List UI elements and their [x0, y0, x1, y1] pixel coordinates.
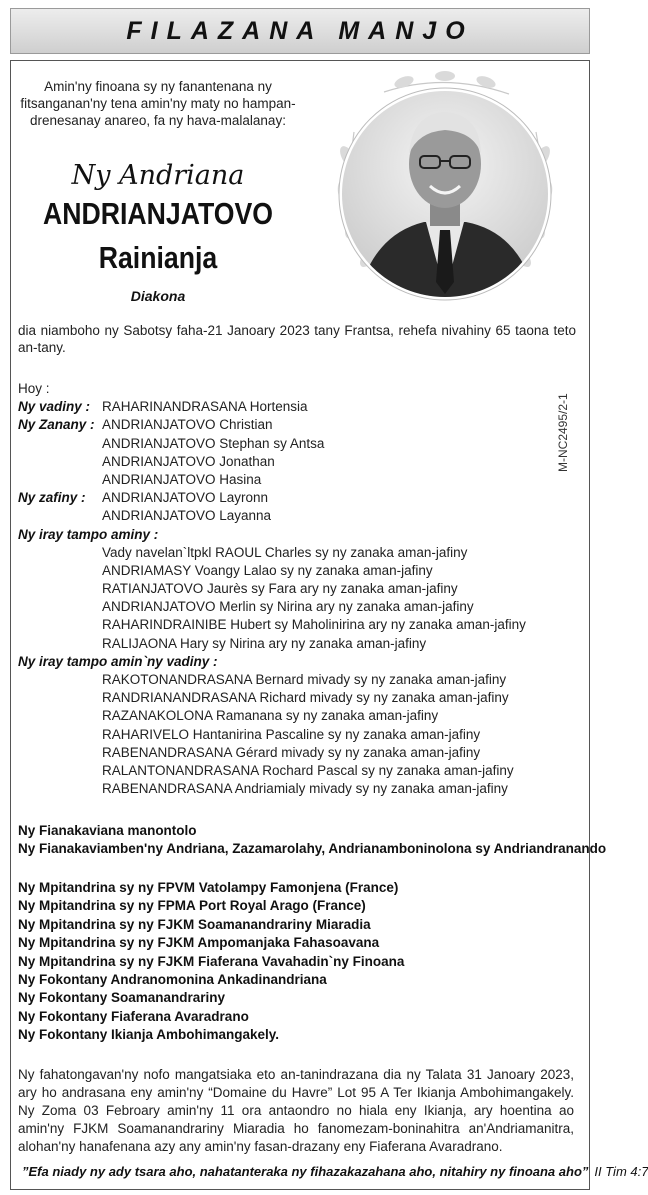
sibling-name: ANDRIAMASY Voangy Lalao sy ny zanaka aman-jafiny: [102, 562, 433, 578]
list-item: [18, 762, 558, 780]
quote-text: ”Efa niady ny ady tsara aho, nahatanteraka ny fihazakazahana aho, nitahiry ny finoana aho”: [22, 1164, 589, 1179]
bible-quote: [22, 1164, 648, 1179]
family-label-grandchildren: Ny zafiny :: [18, 490, 86, 506]
list-item: [18, 689, 558, 707]
sibling-name: RATIANJATOVO Jaurès sy Fara ary ny zanaka aman-jafiny: [102, 581, 458, 597]
portrait-image: [314, 62, 576, 320]
list-item: [18, 726, 558, 744]
family-label-children: Ny Zanany :: [18, 417, 95, 433]
quote-reference: II Tim 4:7: [594, 1164, 648, 1179]
portrait-photo: [314, 62, 576, 320]
list-item: [18, 580, 558, 598]
list-item: [18, 635, 558, 653]
spouse-sibling-name: RALANTONANDRASANA Rochard Pascal sy ny zanaka aman-jafiny: [102, 762, 514, 778]
list-item: Ny Fokontany Fiaferana Avaradrano: [18, 1008, 249, 1024]
list-item: [18, 489, 558, 507]
family-list: [18, 380, 558, 798]
list-item: [18, 598, 558, 616]
intro-text: Amin'ny finoana sy ny fanantenana ny fitsanganan'ny tena amin'ny maty no hampan-drenesanay anareo, fa ny hava-malalanay:: [20, 79, 296, 128]
spouse-sibling-name: RAHARIVELO Hantanirina Pascaline sy ny zanaka aman-jafiny: [102, 726, 481, 742]
deceased-honorific: Ny Andriana: [71, 160, 245, 191]
list-item: [18, 707, 558, 725]
deceased-role: Diakona: [130, 288, 186, 304]
list-item: [18, 471, 558, 489]
list-item: Ny Mpitandrina sy ny FJKM Fiaferana Vavahadin`ny Finoana: [18, 953, 405, 969]
list-item: Ny Mpitandrina sy ny FJKM Soamanandrariny Miaradia: [18, 916, 371, 932]
list-item: [18, 435, 558, 453]
family-name: ANDRIANJATOVO Layronn: [102, 490, 269, 506]
list-item: Ny Fokontany Andranomonina Ankadinandriana: [18, 971, 327, 987]
sibling-name: RAHARINDRAINIBE Hubert sy Maholinirina ary ny zanaka aman-jafiny: [102, 617, 526, 633]
list-item: Ny Mpitandrina sy ny FPVM Vatolampy Famonjena (France): [18, 880, 399, 895]
list-item: [18, 398, 558, 416]
spouse-sibling-name: RANDRIANANDRASANA Richard mivady sy ny zanaka aman-jafiny: [102, 690, 509, 706]
list-item: Ny Mpitandrina sy ny FJKM Ampomanjaka Fahasoavana: [18, 935, 380, 951]
deceased-firstname: Rainianja: [98, 240, 218, 275]
family-label-siblings: Ny iray tampo aminy :: [18, 526, 159, 542]
list-item: [18, 507, 558, 525]
list-item: [18, 562, 558, 580]
list-item: Ny Fokontany Soamanandrariny: [18, 990, 226, 1006]
list-item: [18, 416, 558, 434]
list-item: [18, 653, 558, 671]
spouse-sibling-name: RAZANAKOLONA Ramanana sy ny zanaka aman-jafiny: [102, 708, 439, 724]
sibling-name: RALIJAONA Hary sy Nirina ary ny zanaka aman-jafiny: [102, 635, 427, 651]
spouse-sibling-name: RAKOTONANDRASANA Bernard mivady sy ny zanaka aman-jafiny: [102, 672, 507, 687]
list-item: [18, 544, 558, 562]
sibling-name: ANDRIANJATOVO Merlin sy Nirina ary ny zanaka aman-jafiny: [102, 599, 474, 615]
sibling-name: Vady navelan`ltpkl RAOUL Charles sy ny zanaka aman-jafiny: [102, 544, 468, 560]
death-notice: dia niamboho ny Sabotsy faha-21 Janoary 2023 tany Frantsa, rehefa nivahiny 65 taona teto an-tany.: [18, 323, 576, 355]
family-name: ANDRIANJATOVO Christian: [102, 417, 273, 433]
funeral-notice: Ny fahatongavan'ny nofo mangatsiaka eto an-tanindrazana dia ny Talata 31 Janoary 2023, ary ho andrasana eny amin'ny “Domaine du Havre” Lot 95 A Ter Ikianja Ambohimangakely. Ny Zoma 03 Febroary amin'ny 11 ora antaondro no hiala eny Ikianja, ary hoentina ao amin'ny FJKM Soamanandrariny Miaradia ho fanomezam-boninahitra an'Andriamanitra, alohan'ny hanafenana azy any amin'ny fasan-drazany eny Fiaferana Avaradrano.: [18, 1067, 574, 1154]
deceased-surname: ANDRIANJATOVO: [42, 196, 274, 231]
list-item: [18, 780, 558, 798]
list-item: [18, 744, 558, 762]
list-item: Ny Fianakaviamben'ny Andriana, Zazamarolahy, Andrianamboninolona sy Andriandranando: [18, 841, 607, 857]
family-name: ANDRIANJATOVO Layanna: [102, 508, 272, 524]
family-name: ANDRIANJATOVO Stephan sy Antsa: [102, 435, 325, 451]
family-name: ANDRIANJATOVO Jonathan: [102, 453, 275, 469]
hoy-line: [18, 380, 558, 398]
extended-family-list: [18, 822, 607, 859]
family-name: ANDRIANJATOVO Hasina: [102, 471, 262, 487]
list-item: [18, 671, 558, 689]
list-item: Ny Mpitandrina sy ny FPMA Port Royal Arago (France): [18, 898, 366, 914]
list-item: [18, 616, 558, 634]
family-label-spouse: Ny vadiny :: [18, 399, 91, 415]
list-item: Ny Fokontany Ikianja Ambohimangakely.: [18, 1027, 280, 1043]
communities-list: [18, 879, 578, 1045]
family-name: RAHARINANDRASANA Hortensia: [102, 399, 308, 415]
list-item: Ny Fianakaviana manontolo: [18, 823, 197, 838]
hoy-label: Hoy :: [18, 381, 50, 396]
list-item: [18, 526, 558, 544]
notice-title: FILAZANA MANJO: [126, 16, 474, 45]
spouse-sibling-name: RABENANDRASANA Gérard mivady sy ny zanaka aman-jafiny: [102, 744, 481, 760]
spouse-sibling-name: RABENANDRASANA Andriamialy mivady sy ny zanaka aman-jafiny: [102, 781, 508, 797]
list-item: [18, 453, 558, 471]
reference-code: M-NC2495/2-1: [556, 393, 570, 472]
family-label-spouse-siblings: Ny iray tampo amin`ny vadiny :: [18, 653, 218, 669]
header-banner: [10, 8, 590, 54]
